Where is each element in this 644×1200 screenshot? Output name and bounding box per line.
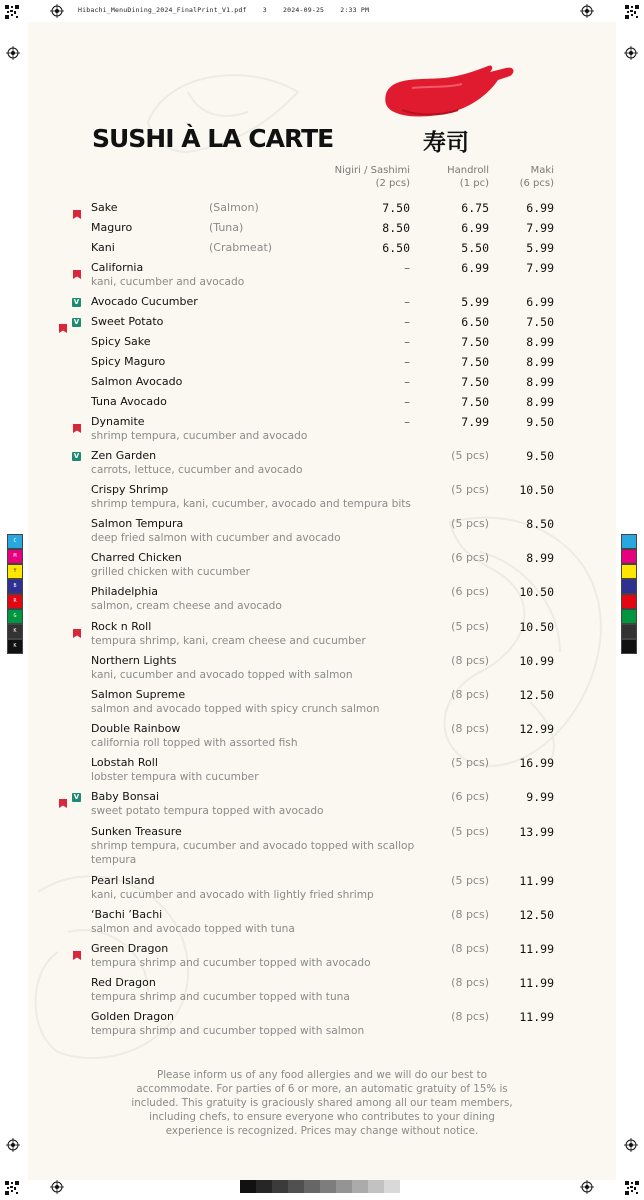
menu-item-name: Tuna Avocado — [91, 395, 167, 408]
price-maki: 5.99 — [526, 241, 554, 255]
vegetarian-icon: V — [73, 793, 80, 801]
price-nigiri: – — [404, 335, 410, 349]
menu-item-name: Dynamite — [91, 415, 145, 428]
price-handroll: 7.99 — [461, 415, 489, 429]
qr-code-icon — [4, 4, 20, 20]
registration-mark-icon — [580, 4, 594, 18]
menu-item-description: tempura shrimp and cucumber topped with salmon — [91, 1025, 365, 1037]
registration-mark-icon — [624, 46, 638, 60]
price-nigiri: – — [404, 375, 410, 389]
menu-item-name: ‘Bachi ’Bachi — [91, 908, 163, 921]
raw-fish-icon — [73, 264, 81, 273]
price-maki: 11.99 — [519, 874, 554, 888]
price-maki: 9.50 — [526, 415, 554, 429]
menu-item-description: lobster tempura with cucumber — [91, 771, 259, 783]
price-handroll: 6.99 — [461, 261, 489, 275]
price-nigiri: 8.50 — [382, 221, 410, 235]
menu-item-name: Kani — [91, 241, 115, 254]
vegetarian-icon: V — [73, 318, 80, 326]
raw-fish-icon — [73, 204, 81, 213]
raw-fish-icon — [73, 418, 81, 427]
menu-item-name: Double Rainbow — [91, 722, 181, 735]
fish-watermark-icon — [128, 52, 318, 172]
registration-mark-icon — [50, 1180, 64, 1194]
price-maki: 16.99 — [519, 756, 554, 770]
menu-item — [91, 942, 421, 970]
menu-item — [91, 976, 421, 1004]
print-date: 2024-09-25 — [283, 6, 325, 14]
piece-count: (8 pcs) — [451, 722, 489, 735]
piece-count: (5 pcs) — [451, 825, 489, 838]
piece-count: (8 pcs) — [451, 688, 489, 701]
price-nigiri: 7.50 — [382, 201, 410, 215]
menu-item-description: tempura shrimp, kani, cream cheese and cucumber — [91, 635, 366, 647]
menu-item-description: tempura shrimp and cucumber topped with avocado — [91, 957, 371, 969]
price-handroll: 5.50 — [461, 241, 489, 255]
print-time: 2:33 PM — [340, 6, 370, 14]
menu-item-name: Sake — [91, 201, 118, 214]
price-nigiri: – — [404, 355, 410, 369]
price-handroll: 7.50 — [461, 395, 489, 409]
menu-item — [91, 483, 421, 511]
menu-item-name: Salmon Supreme — [91, 688, 186, 701]
menu-item-name: Salmon Avocado — [91, 375, 183, 388]
menu-item-name: Lobstah Roll — [91, 756, 158, 769]
piece-count: (8 pcs) — [451, 1010, 489, 1023]
column-header-nigiri-count: (2 pcs) — [375, 178, 410, 189]
column-header-handroll — [424, 164, 489, 190]
menu-item — [91, 355, 165, 369]
menu-item — [91, 449, 421, 477]
menu-item — [91, 375, 182, 389]
piece-count: (5 pcs) — [451, 449, 489, 462]
menu-item-translation: (Tuna) — [209, 221, 244, 234]
price-maki: 11.99 — [519, 1010, 554, 1024]
menu-item-name: Northern Lights — [91, 654, 177, 667]
registration-mark-icon — [580, 1180, 594, 1194]
registration-mark-icon — [50, 4, 64, 18]
menu-item-description: tempura shrimp and cucumber topped with tuna — [91, 991, 350, 1003]
shrimp-watermark-icon — [410, 492, 616, 792]
piece-count: (5 pcs) — [451, 874, 489, 887]
price-maki: 11.99 — [519, 942, 554, 956]
raw-fish-icon — [59, 793, 67, 802]
menu-item-description: salmon, cream cheese and avocado — [91, 600, 282, 612]
vegetarian-icon: V — [73, 452, 80, 460]
menu-item-name: Zen Garden — [91, 449, 157, 462]
price-handroll: 7.50 — [461, 335, 489, 349]
piece-count: (6 pcs) — [451, 551, 489, 564]
price-nigiri: – — [404, 415, 410, 429]
menu-item — [91, 241, 273, 255]
print-slug — [78, 6, 381, 14]
menu-item-description: deep fried salmon with cucumber and avocado — [91, 532, 341, 544]
menu-item — [91, 825, 421, 867]
menu-item-description: shrimp tempura, cucumber and avocado topped with scallop tempura — [91, 840, 415, 866]
menu-item — [91, 756, 421, 784]
column-header-maki — [498, 164, 554, 190]
column-header-handroll-label: Handroll — [447, 165, 489, 176]
price-handroll: 6.75 — [461, 201, 489, 215]
print-page: 3 — [262, 6, 267, 14]
price-maki: 7.99 — [526, 261, 554, 275]
column-header-handroll-count: (1 pc) — [459, 178, 489, 189]
menu-item-description: shrimp tempura, kani, cucumber, avocado and tempura bits — [91, 498, 411, 510]
price-maki: 10.50 — [519, 620, 554, 634]
menu-item-name: Red Dragon — [91, 976, 156, 989]
price-maki: 12.99 — [519, 722, 554, 736]
color-calibration-bar — [621, 534, 637, 654]
menu-item-name: Sweet Potato — [91, 315, 164, 328]
menu-item-description: sweet potato tempura topped with avocado — [91, 805, 324, 817]
price-handroll: 5.99 — [461, 295, 489, 309]
piece-count: (8 pcs) — [451, 976, 489, 989]
allergy-gratuity-notice: Please inform us of any food allergies and we will do our best to accommodate. For parties of 6 or more, an automatic gratuity of 15% is included. This gratuity is graciously shared among all our team members, including chefs, to ensure everyone who contributes to your dining experience is recognized. Prices may change without notice. — [131, 1069, 513, 1137]
column-header-maki-count: (6 pcs) — [519, 178, 554, 189]
menu-item-description: kani, cucumber and avocado topped with salmon — [91, 669, 353, 681]
menu-item-name: Sunken Treasure — [91, 825, 182, 838]
menu-item-name: Spicy Sake — [91, 335, 151, 348]
menu-item-description: salmon and avocado topped with tuna — [91, 923, 295, 935]
menu-item-name: California — [91, 261, 144, 274]
menu-item — [91, 335, 151, 349]
price-maki: 8.99 — [526, 395, 554, 409]
menu-item — [91, 688, 421, 716]
price-maki: 6.99 — [526, 201, 554, 215]
menu-item — [91, 654, 421, 682]
price-maki: 12.50 — [519, 908, 554, 922]
print-filename: Hibachi_MenuDining_2024_FinalPrint_V1.pdf — [78, 6, 247, 14]
menu-item-name: Baby Bonsai — [91, 790, 160, 803]
price-maki: 9.99 — [526, 790, 554, 804]
piece-count: (5 pcs) — [451, 483, 489, 496]
menu-item — [91, 517, 421, 545]
menu-item-description: kani, cucumber and avocado with lightly fried shrimp — [91, 889, 374, 901]
color-calibration-bar: C M Y B R G K K — [7, 534, 23, 654]
menu-item — [91, 201, 259, 215]
menu-item-description: grilled chicken with cucumber — [91, 566, 251, 578]
raw-fish-icon — [73, 623, 81, 632]
menu-title-kanji: 寿司 — [423, 130, 469, 156]
menu-item-description: kani, cucumber and avocado — [91, 276, 245, 288]
registration-mark-icon — [6, 46, 20, 60]
piece-count: (6 pcs) — [451, 790, 489, 803]
qr-code-icon — [624, 4, 640, 20]
menu-item — [91, 295, 198, 309]
price-handroll: 6.50 — [461, 315, 489, 329]
menu-item-description: carrots, lettuce, cucumber and avocado — [91, 464, 303, 476]
price-maki: 11.99 — [519, 976, 554, 990]
price-handroll: 7.50 — [461, 355, 489, 369]
nigiri-illustration-icon — [382, 62, 518, 124]
menu-item-description: salmon and avocado topped with spicy crunch salmon — [91, 703, 380, 715]
piece-count: (5 pcs) — [451, 517, 489, 530]
menu-item — [91, 620, 421, 648]
menu-item-description: california roll topped with assorted fish — [91, 737, 298, 749]
menu-item-name: Avocado Cucumber — [91, 295, 198, 308]
menu-item-translation: (Salmon) — [209, 201, 259, 214]
menu-item-translation: (Crabmeat) — [209, 241, 273, 254]
price-maki: 6.99 — [526, 295, 554, 309]
piece-count: (6 pcs) — [451, 585, 489, 598]
menu-item — [91, 585, 421, 613]
price-maki: 10.50 — [519, 585, 554, 599]
price-maki: 8.99 — [526, 335, 554, 349]
menu-item-name: Pearl Island — [91, 874, 155, 887]
qr-code-icon — [4, 1180, 20, 1196]
column-header-nigiri — [312, 164, 410, 190]
piece-count: (8 pcs) — [451, 654, 489, 667]
menu-item-name: Salmon Tempura — [91, 517, 184, 530]
menu-item — [91, 908, 421, 936]
price-handroll: 7.50 — [461, 375, 489, 389]
price-nigiri: – — [404, 315, 410, 329]
menu-item-name: Spicy Maguro — [91, 355, 166, 368]
menu-item-name: Green Dragon — [91, 942, 169, 955]
menu-item — [91, 874, 421, 902]
menu-item-description: shrimp tempura, cucumber and avocado — [91, 430, 308, 442]
price-nigiri: – — [404, 295, 410, 309]
price-maki: 7.99 — [526, 221, 554, 235]
price-maki: 8.50 — [526, 517, 554, 531]
registration-mark-icon — [624, 1138, 638, 1152]
piece-count: (8 pcs) — [451, 908, 489, 921]
price-maki: 13.99 — [519, 825, 554, 839]
qr-code-icon — [624, 1180, 640, 1196]
piece-count: (5 pcs) — [451, 620, 489, 633]
raw-fish-icon — [59, 318, 67, 327]
price-maki: 8.99 — [526, 551, 554, 565]
registration-mark-icon — [6, 1138, 20, 1152]
menu-item-name: Philadelphia — [91, 585, 159, 598]
menu-item-name: Rock n Roll — [91, 620, 152, 633]
price-nigiri: – — [404, 395, 410, 409]
menu-item — [91, 1010, 421, 1038]
menu-item — [91, 790, 421, 818]
piece-count: (5 pcs) — [451, 756, 489, 769]
menu-item — [91, 315, 163, 329]
grayscale-calibration-strip — [240, 1178, 400, 1193]
menu-item — [91, 395, 167, 409]
vegetarian-icon: V — [73, 298, 80, 306]
price-maki: 8.99 — [526, 355, 554, 369]
price-handroll: 6.99 — [461, 221, 489, 235]
menu-item-name: Crispy Shrimp — [91, 483, 169, 496]
piece-count: (8 pcs) — [451, 942, 489, 955]
price-nigiri: – — [404, 261, 410, 275]
menu-item-name: Golden Dragon — [91, 1010, 174, 1023]
menu-item — [91, 551, 421, 579]
price-maki: 8.99 — [526, 375, 554, 389]
raw-fish-icon — [73, 945, 81, 954]
price-maki: 10.50 — [519, 483, 554, 497]
price-maki: 7.50 — [526, 315, 554, 329]
menu-item — [91, 722, 421, 750]
menu-title: SUSHI À LA CARTE — [92, 124, 334, 153]
price-maki: 12.50 — [519, 688, 554, 702]
price-maki: 10.99 — [519, 654, 554, 668]
column-header-maki-label: Maki — [530, 165, 554, 176]
menu-item-name: Maguro — [91, 221, 133, 234]
column-header-nigiri-label: Nigiri / Sashimi — [334, 165, 410, 176]
price-maki: 9.50 — [526, 449, 554, 463]
price-nigiri: 6.50 — [382, 241, 410, 255]
menu-item — [91, 221, 244, 235]
menu-item-name: Charred Chicken — [91, 551, 182, 564]
